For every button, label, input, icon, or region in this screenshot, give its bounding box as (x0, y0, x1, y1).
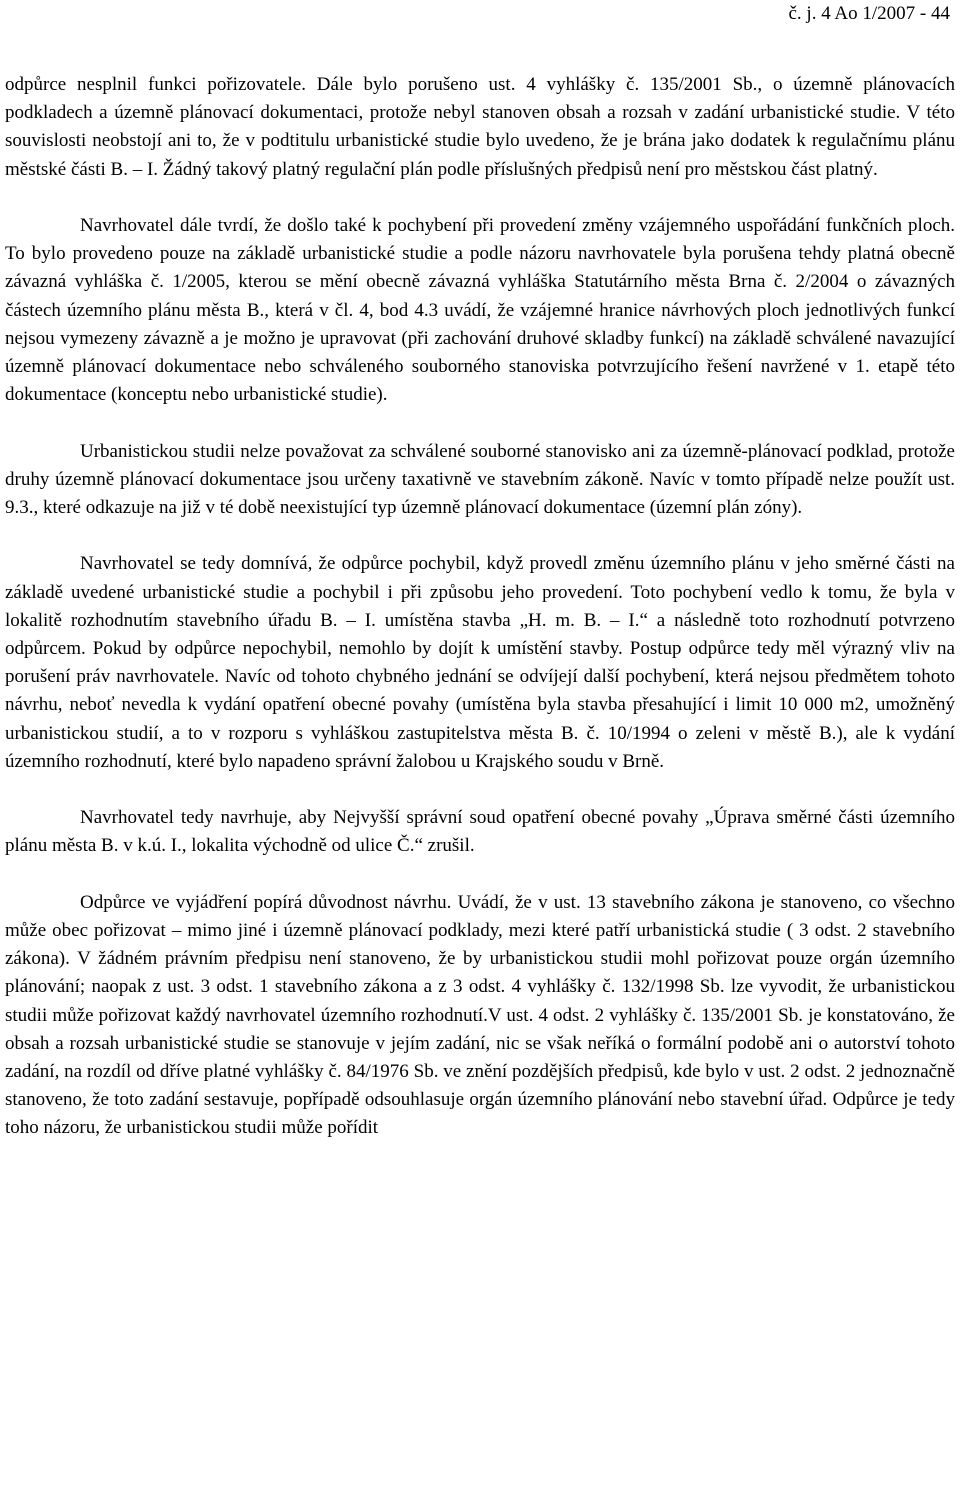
paragraph-defendant-response: Odpůrce ve vyjádření popírá důvodnost návrhu. Uvádí, že v ust. 13 stavebního zákona je stanoveno, co všechno může obec pořizovat – mimo jiné i územně plánovací podklady, mezi které patří urbanistická studie ( 3 odst. 2 stavebního zákona). V žádném právním předpisu není stanoveno, že by urbanistickou studii mohl pořizovat pouze orgán územního plánování; naopak z ust. 3 odst. 1 stavebního zákona a z 3 odst. 4 vyhlášky č. 132/1998 Sb. lze vyvodit, že urbanistickou studii může pořizovat každý navrhovatel územního rozhodnutí.V ust. 4 odst. 2 vyhlášky č. 135/2001 Sb. je konstatováno, že obsah a rozsah urbanistické studie se stanovuje v jejím zadání, nic se však neříká o formální podobě ani o autorství tohoto zadání, na rozdíl od dříve platné vyhlášky č. 84/1976 Sb. ve znění pozdějších předpisů, kde bylo v ust. 2 odst. 2 jednoznačně stanoveno, že toto zadání sestavuje, popřípadě odsouhlasuje orgán územního plánování nebo stavební úřad. Odpůrce je tedy toho názoru, že urbanistickou studii může pořídit (5, 891, 955, 1139)
paragraph-continuation: odpůrce nesplnil funkci pořizovatele. Dále bylo porušeno ust. 4 vyhlášky č. 135/2001 Sb., o územně plánovacích podkladech a územně plánovací dokumentaci, protože nebyl stanoven obsah a rozsah v zadání urbanistické studie. V této souvislosti neobstojí ani to, že v podtitulu urbanistické studie bylo uvedeno, že je brána jako dodatek k regulačnímu plánu městské části B. – I. Žádný takový platný regulační plán podle příslušných předpisů není pro městskou část platný. (5, 74, 955, 180)
paragraph-defendant-error: Navrhovatel se tedy domnívá, že odpůrce pochybil, když provedl změnu územního plánu v jeho směrné části na základě uvedené urbanistické studie a pochybil i při způsobu jeho provedení. Toto pochybení vedlo k tomu, že byla v lokalitě rozhodnutím stavebního úřadu B. – I. umístěna stavba „H. m. B. – I.“ a následně toto rozhodnutí potvrzeno odpůrcem. Pokud by odpůrce nepochybil, nemohlo by dojít k umístění stavby. Postup odpůrce tedy měl výrazný vliv na porušení práv navrhovatele. Navíc od tohoto chybného jednání se odvíjejí další pochybení, která nejsou předmětem tohoto návrhu, neboť nevedla k vydání opatření obecné povahy (umístěna byla stavba přesahující i limit 10 000 m2, umožněný urbanistickou studií, a to v rozporu s vyhláškou zastupitelstva města B. č. 10/1994 o zeleni v městě B.), ale k vydání územního rozhodnutí, které bylo napadeno správní žalobou u Krajského soudu v Brně. (5, 553, 955, 772)
paragraph-functional-areas: Navrhovatel dále tvrdí, že došlo také k pochybení při provedení změny vzájemného uspořádání funkčních ploch. To bylo provedeno pouze na základě urbanistické studie a podle názoru navrhovatele byla porušena tehdy platná obecně závazná vyhláška č. 1/2005, kterou se mění obecně závazná vyhláška Statutárního města Brna č. 2/2004 o závazných částech územního plánu města B., která v čl. 4, bod 4.3 uvádí, že vzájemné hranice návrhových ploch jednotlivých funkcí nejsou vymezeny závazně a je možno je upravovat (při zachování druhové skladby funkcí) na základě schválené navazující územně plánovací dokumentace nebo schváleného souborného stanoviska potvrzujícího řešení navržené v 1. etapě této dokumentace (konceptu nebo urbanistické studie). (5, 215, 955, 406)
document-body (5, 71, 955, 1143)
case-reference: č. j. 4 Ao 1/2007 - 44 (788, 3, 950, 24)
paragraph-petition: Navrhovatel tedy navrhuje, aby Nejvyšší správní soud opatření obecné povahy „Úprava směrné části územního plánu města B. v k.ú. I., lokalita východně od ulice Č.“ zrušil. (5, 807, 955, 857)
paragraph-urban-study: Urbanistickou studii nelze považovat za schválené souborné stanovisko ani za územně-plánovací podklad, protože druhy územně plánovací dokumentace jsou určeny taxativně ve stavebním zákoně. Navíc v tomto případě nelze použít ust. 9.3., které odkazuje na již v té době neexistující typ územně plánovací dokumentace (územní plán zóny). (5, 440, 955, 519)
